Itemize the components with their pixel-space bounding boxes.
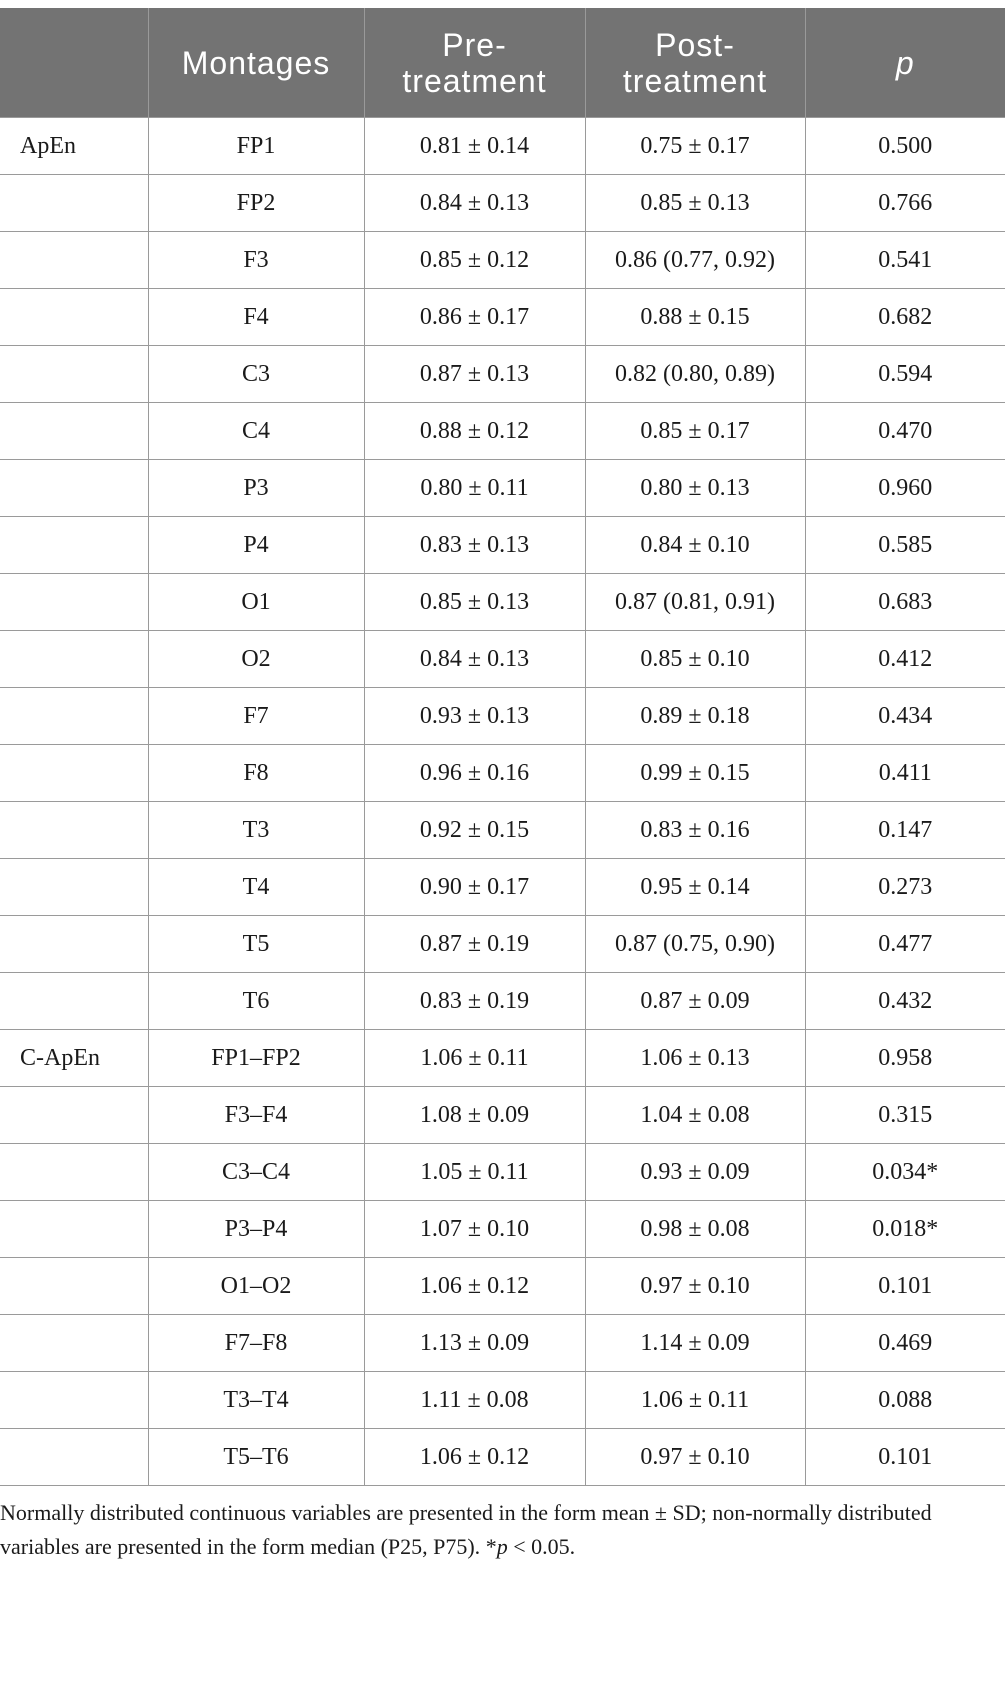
pre-treatment-cell: 1.13 ± 0.09: [364, 1315, 585, 1372]
p-value-cell: 0.101: [805, 1258, 1005, 1315]
table-row: [0, 1030, 1005, 1087]
montage-cell: F7–F8: [148, 1315, 364, 1372]
header-row: [0, 8, 1005, 118]
table-row: [0, 1087, 1005, 1144]
pre-treatment-cell: 1.11 ± 0.08: [364, 1372, 585, 1429]
post-treatment-cell: 0.97 ± 0.10: [585, 1258, 805, 1315]
p-value-cell: 0.585: [805, 517, 1005, 574]
pre-treatment-cell: 1.06 ± 0.12: [364, 1429, 585, 1486]
post-treatment-cell: 1.06 ± 0.13: [585, 1030, 805, 1087]
table-row: [0, 232, 1005, 289]
montage-cell: FP1–FP2: [148, 1030, 364, 1087]
p-value-cell: 0.594: [805, 346, 1005, 403]
p-value-cell: 0.034*: [805, 1144, 1005, 1201]
pre-treatment-cell: 0.86 ± 0.17: [364, 289, 585, 346]
p-value-cell: 0.088: [805, 1372, 1005, 1429]
pre-treatment-cell: 1.08 ± 0.09: [364, 1087, 585, 1144]
footnote-p: p: [496, 1534, 508, 1559]
post-treatment-cell: 1.06 ± 0.11: [585, 1372, 805, 1429]
group-cell-empty: [0, 175, 148, 232]
post-treatment-cell: 0.80 ± 0.13: [585, 460, 805, 517]
montage-cell: T5–T6: [148, 1429, 364, 1486]
p-value-cell: 0.434: [805, 688, 1005, 745]
p-value-cell: 0.315: [805, 1087, 1005, 1144]
table-row: [0, 859, 1005, 916]
post-treatment-cell: 0.85 ± 0.17: [585, 403, 805, 460]
table-figure: [0, 8, 1005, 1564]
p-value-cell: 0.469: [805, 1315, 1005, 1372]
header-group: [0, 8, 148, 118]
pre-treatment-cell: 0.87 ± 0.19: [364, 916, 585, 973]
group-cell-empty: [0, 802, 148, 859]
pre-treatment-cell: 1.05 ± 0.11: [364, 1144, 585, 1201]
post-treatment-cell: 0.82 (0.80, 0.89): [585, 346, 805, 403]
group-cell-empty: [0, 517, 148, 574]
post-treatment-cell: 0.75 ± 0.17: [585, 118, 805, 175]
montage-cell: T3–T4: [148, 1372, 364, 1429]
montage-cell: FP1: [148, 118, 364, 175]
group-cell-empty: [0, 289, 148, 346]
pre-treatment-cell: 1.06 ± 0.11: [364, 1030, 585, 1087]
group-cell-empty: [0, 973, 148, 1030]
p-value-cell: 0.432: [805, 973, 1005, 1030]
group-cell-empty: [0, 1429, 148, 1486]
montage-cell: C4: [148, 403, 364, 460]
table-footnote: [0, 1486, 1005, 1564]
table-row: [0, 403, 1005, 460]
pre-treatment-cell: 0.80 ± 0.11: [364, 460, 585, 517]
pre-treatment-cell: 0.92 ± 0.15: [364, 802, 585, 859]
group-cell-empty: [0, 403, 148, 460]
post-treatment-cell: 0.87 (0.75, 0.90): [585, 916, 805, 973]
montage-cell: T6: [148, 973, 364, 1030]
header-post-treatment: [585, 8, 805, 118]
table-row: [0, 1315, 1005, 1372]
post-treatment-cell: 0.89 ± 0.18: [585, 688, 805, 745]
post-treatment-cell: 0.99 ± 0.15: [585, 745, 805, 802]
pre-treatment-cell: 0.85 ± 0.13: [364, 574, 585, 631]
group-cell-empty: [0, 631, 148, 688]
post-treatment-cell: 1.14 ± 0.09: [585, 1315, 805, 1372]
montage-cell: O2: [148, 631, 364, 688]
group-cell-empty: [0, 1144, 148, 1201]
header-post-label: Post- treatment: [622, 26, 768, 99]
group-label: C-ApEn: [0, 1030, 148, 1087]
montage-cell: P3: [148, 460, 364, 517]
table-row: [0, 688, 1005, 745]
pre-treatment-cell: 0.93 ± 0.13: [364, 688, 585, 745]
footnote-text: Normally distributed continuous variables are presented in the form mean ± SD; non-normally distributed variables are presented in the form median (P25, P75).: [0, 1500, 932, 1559]
pre-treatment-cell: 0.85 ± 0.12: [364, 232, 585, 289]
group-cell-empty: [0, 1372, 148, 1429]
montage-cell: F8: [148, 745, 364, 802]
pre-treatment-cell: 0.84 ± 0.13: [364, 175, 585, 232]
table-row: [0, 1429, 1005, 1486]
table-row: [0, 118, 1005, 175]
montage-cell: T3: [148, 802, 364, 859]
footnote-mark: *: [485, 1534, 497, 1559]
pre-treatment-cell: 0.96 ± 0.16: [364, 745, 585, 802]
pre-treatment-cell: 0.87 ± 0.13: [364, 346, 585, 403]
table-row: [0, 460, 1005, 517]
montage-cell: T5: [148, 916, 364, 973]
table-row: [0, 916, 1005, 973]
results-table: [0, 8, 1005, 1486]
montage-cell: F4: [148, 289, 364, 346]
post-treatment-cell: 1.04 ± 0.08: [585, 1087, 805, 1144]
pre-treatment-cell: 0.81 ± 0.14: [364, 118, 585, 175]
group-cell-empty: [0, 916, 148, 973]
post-treatment-cell: 0.84 ± 0.10: [585, 517, 805, 574]
table-row: [0, 574, 1005, 631]
table-row: [0, 802, 1005, 859]
post-treatment-cell: 0.86 (0.77, 0.92): [585, 232, 805, 289]
montage-cell: T4: [148, 859, 364, 916]
montage-cell: O1–O2: [148, 1258, 364, 1315]
p-value-cell: 0.500: [805, 118, 1005, 175]
group-cell-empty: [0, 460, 148, 517]
header-p-value: p: [805, 8, 1005, 118]
post-treatment-cell: 0.85 ± 0.10: [585, 631, 805, 688]
table-row: [0, 1144, 1005, 1201]
p-value-cell: 0.960: [805, 460, 1005, 517]
table-row: [0, 1201, 1005, 1258]
p-value-cell: 0.683: [805, 574, 1005, 631]
p-value-cell: 0.958: [805, 1030, 1005, 1087]
pre-treatment-cell: 0.83 ± 0.19: [364, 973, 585, 1030]
header-montages: Montages: [148, 8, 364, 118]
group-cell-empty: [0, 745, 148, 802]
montage-cell: O1: [148, 574, 364, 631]
montage-cell: C3: [148, 346, 364, 403]
p-value-cell: 0.101: [805, 1429, 1005, 1486]
group-cell-empty: [0, 859, 148, 916]
post-treatment-cell: 0.97 ± 0.10: [585, 1429, 805, 1486]
footnote-threshold: < 0.05.: [507, 1534, 576, 1559]
montage-cell: F7: [148, 688, 364, 745]
montage-cell: P3–P4: [148, 1201, 364, 1258]
group-cell-empty: [0, 574, 148, 631]
p-value-cell: 0.147: [805, 802, 1005, 859]
p-value-cell: 0.018*: [805, 1201, 1005, 1258]
post-treatment-cell: 0.87 ± 0.09: [585, 973, 805, 1030]
post-treatment-cell: 0.93 ± 0.09: [585, 1144, 805, 1201]
group-cell-empty: [0, 346, 148, 403]
post-treatment-cell: 0.95 ± 0.14: [585, 859, 805, 916]
table-row: [0, 175, 1005, 232]
table-row: [0, 517, 1005, 574]
post-treatment-cell: 0.98 ± 0.08: [585, 1201, 805, 1258]
p-value-cell: 0.470: [805, 403, 1005, 460]
table-row: [0, 973, 1005, 1030]
montage-cell: F3: [148, 232, 364, 289]
group-cell-empty: [0, 1258, 148, 1315]
montage-cell: C3–C4: [148, 1144, 364, 1201]
pre-treatment-cell: 0.84 ± 0.13: [364, 631, 585, 688]
group-cell-empty: [0, 1201, 148, 1258]
p-value-cell: 0.477: [805, 916, 1005, 973]
group-cell-empty: [0, 688, 148, 745]
montage-cell: F3–F4: [148, 1087, 364, 1144]
pre-treatment-cell: 1.06 ± 0.12: [364, 1258, 585, 1315]
post-treatment-cell: 0.83 ± 0.16: [585, 802, 805, 859]
table-row: [0, 1258, 1005, 1315]
pre-treatment-cell: 1.07 ± 0.10: [364, 1201, 585, 1258]
p-value-cell: 0.273: [805, 859, 1005, 916]
p-value-cell: 0.541: [805, 232, 1005, 289]
montage-cell: FP2: [148, 175, 364, 232]
p-value-cell: 0.682: [805, 289, 1005, 346]
header-pre-treatment: [364, 8, 585, 118]
pre-treatment-cell: 0.83 ± 0.13: [364, 517, 585, 574]
table-row: [0, 631, 1005, 688]
p-value-cell: 0.411: [805, 745, 1005, 802]
table-row: [0, 1372, 1005, 1429]
group-cell-empty: [0, 1087, 148, 1144]
table-row: [0, 289, 1005, 346]
post-treatment-cell: 0.85 ± 0.13: [585, 175, 805, 232]
group-label: ApEn: [0, 118, 148, 175]
pre-treatment-cell: 0.88 ± 0.12: [364, 403, 585, 460]
group-cell-empty: [0, 232, 148, 289]
table-row: [0, 745, 1005, 802]
p-value-cell: 0.766: [805, 175, 1005, 232]
p-value-cell: 0.412: [805, 631, 1005, 688]
group-cell-empty: [0, 1315, 148, 1372]
montage-cell: P4: [148, 517, 364, 574]
post-treatment-cell: 0.87 (0.81, 0.91): [585, 574, 805, 631]
header-pre-label: Pre- treatment: [402, 26, 547, 99]
table-row: [0, 346, 1005, 403]
post-treatment-cell: 0.88 ± 0.15: [585, 289, 805, 346]
pre-treatment-cell: 0.90 ± 0.17: [364, 859, 585, 916]
